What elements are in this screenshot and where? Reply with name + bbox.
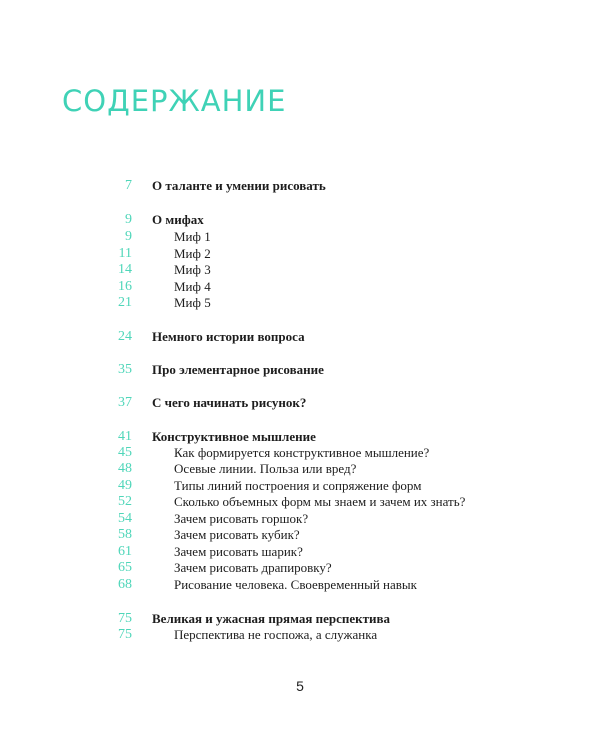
toc-entry-label: Сколько объемных форм мы знаем и зачем их знать? [174,494,466,509]
page-number: 5 [296,678,304,694]
toc-page-number: 52 [118,494,132,509]
toc-page-number: 24 [118,329,132,344]
toc-page-number: 48 [118,461,132,476]
toc-entry-label: Конструктивное мышление [152,429,316,444]
toc-page-number: 45 [118,445,132,460]
toc-page-number: 14 [118,262,132,277]
toc-entry[interactable] [0,329,600,345]
toc-page-number: 54 [118,511,132,526]
toc-entry[interactable] [0,395,600,411]
toc-page-number: 61 [118,544,132,559]
toc-page-number: 35 [118,362,132,377]
toc-entry-label: Миф 2 [174,246,211,261]
toc-entry[interactable] [0,478,600,494]
toc-entry-label: Рисование человека. Своевременный навык [174,577,417,592]
toc-entry-label: О мифах [152,212,204,227]
toc-entry-label: С чего начинать рисунок? [152,395,307,410]
toc-entry[interactable] [0,511,600,527]
toc-page-number: 9 [125,212,132,227]
toc-entry[interactable] [0,527,600,543]
toc-entry-label: Типы линий построения и сопряжение форм [174,478,422,493]
toc-entry-label: Зачем рисовать шарик? [174,544,303,559]
toc-entry[interactable] [0,445,600,461]
toc-entry-label: Зачем рисовать кубик? [174,527,300,542]
toc-entry[interactable] [0,577,600,593]
toc-entry[interactable] [0,362,600,378]
toc-page-number: 41 [118,429,132,444]
toc-entry-label: Великая и ужасная прямая перспектива [152,611,391,626]
toc-entry[interactable] [0,246,600,262]
toc-entry[interactable] [0,461,600,477]
toc-entry[interactable] [0,627,600,643]
toc-page-number: 21 [118,295,132,310]
toc-page-number: 75 [118,611,132,626]
toc-page-number: 49 [118,478,132,493]
toc-entry[interactable] [0,544,600,560]
toc-page-number: 9 [125,229,132,244]
toc-page-number: 7 [125,178,132,193]
toc-entry-label: Миф 5 [174,295,211,310]
toc-page-number: 68 [118,577,132,592]
toc-entry-label: Немного истории вопроса [152,329,305,344]
toc-entry-label: О таланте и умении рисовать [152,178,326,193]
toc-entry[interactable] [0,212,600,228]
toc-entry-label: Миф 4 [174,279,211,294]
toc-page-number: 37 [118,395,132,410]
toc-entry-label: Зачем рисовать драпировку? [174,560,332,575]
toc-entry-label: Перспектива не госпожа, а служанка [174,627,378,642]
toc-entry-label: Про элементарное рисование [152,362,324,377]
toc-entry-label: Миф 3 [174,262,211,277]
toc-page-number: 16 [118,279,132,294]
toc-entry[interactable] [0,611,600,627]
toc-page-number: 75 [118,627,132,642]
toc-entry[interactable] [0,279,600,295]
toc-entry[interactable] [0,178,600,194]
toc-entry[interactable] [0,494,600,510]
toc-entry[interactable] [0,262,600,278]
toc-entry-label: Зачем рисовать горшок? [174,511,309,526]
toc-title: СОДЕРЖАНИЕ [62,84,287,118]
toc-page-number: 65 [118,560,132,575]
toc-entry[interactable] [0,229,600,245]
toc-entry[interactable] [0,295,600,311]
toc-entry[interactable] [0,560,600,576]
toc-page-number: 11 [118,246,132,261]
toc-entry-label: Осевые линии. Польза или вред? [174,461,357,476]
toc-page-number: 58 [118,527,132,542]
toc-entry-label: Как формируется конструктивное мышление? [174,445,430,460]
toc-entry-label: Миф 1 [174,229,211,244]
toc-entry[interactable] [0,429,600,445]
